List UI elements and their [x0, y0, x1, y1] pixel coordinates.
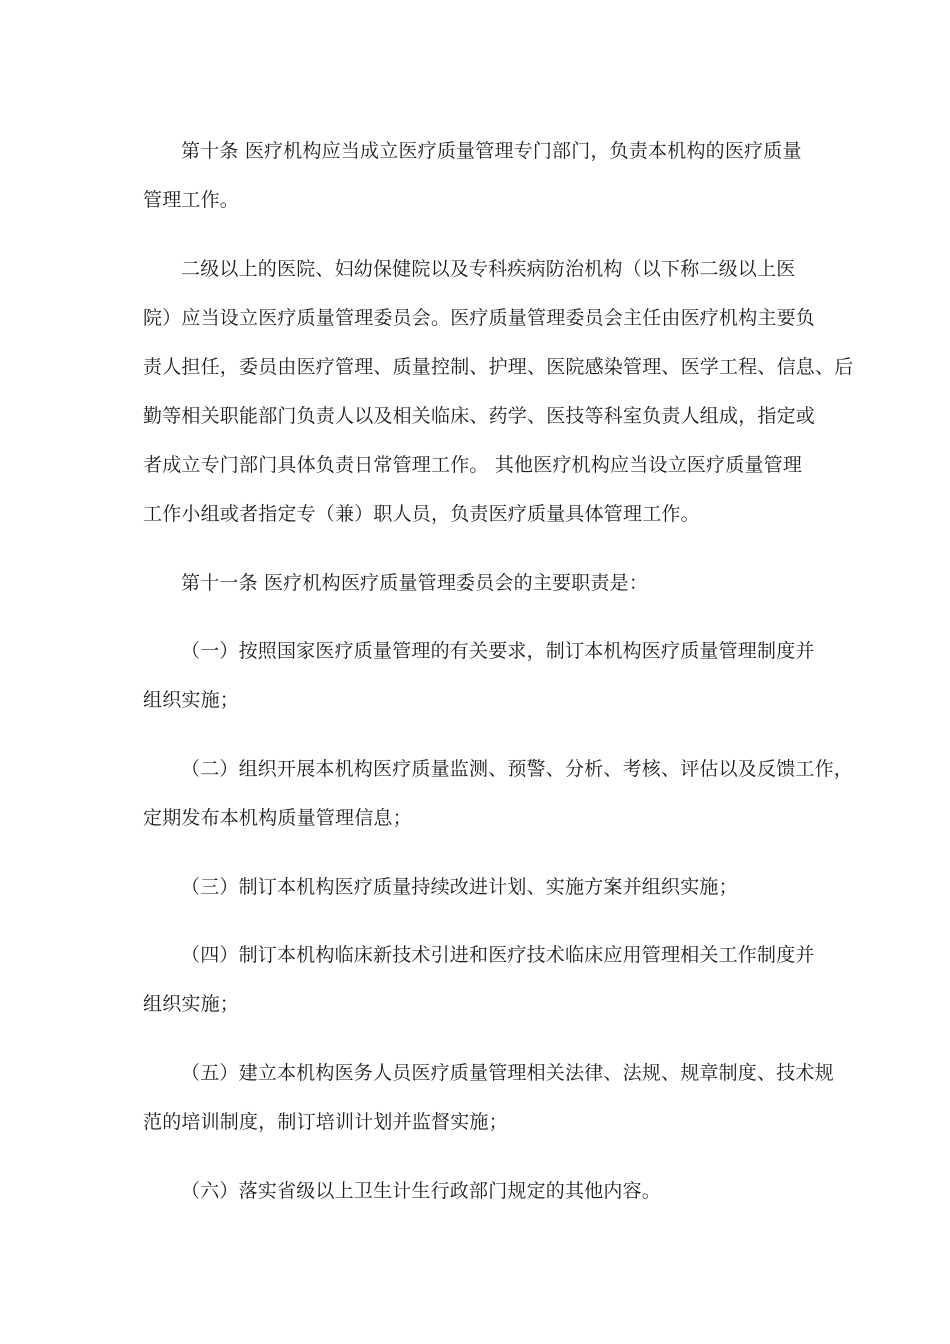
article-11-heading: 第十一条 医疗机构医疗质量管理委员会的主要职责是： [181, 572, 649, 594]
paragraph-hospitals-line-5: 者成立专门部门具体负责日常管理工作。 其他医疗机构应当设立医疗质量管理 [143, 454, 803, 476]
item-1-line-1: （一）按照国家医疗质量管理的有关要求，制订本机构医疗质量管理制度并 [181, 640, 815, 662]
item-5-line-2: 范的培训制度，制订培训计划并监督实施； [143, 1111, 508, 1133]
paragraph-hospitals-line-3: 责人担任，委员由医疗管理、质量控制、护理、医院感染管理、医学工程、信息、后 [143, 356, 854, 378]
item-2-line-2: 定期发布本机构质量管理信息； [143, 807, 412, 829]
paragraph-hospitals-line-1: 二级以上的医院、妇幼保健院以及专科疾病防治机构（以下称二级以上医 [181, 258, 796, 280]
item-6-line-1: （六）落实省级以上卫生计生行政部门规定的其他内容。 [181, 1180, 662, 1202]
item-2-line-1: （二）组织开展本机构医疗质量监测、预警、分析、考核、评估以及反馈工作， [181, 758, 854, 780]
paragraph-hospitals-line-6: 工作小组或者指定专（兼）职人员，负责医疗质量具体管理工作。 [143, 503, 700, 525]
item-4-line-2: 组织实施； [143, 993, 240, 1015]
article-10-line-2: 管理工作。 [143, 189, 240, 211]
item-5-line-1: （五）建立本机构医务人员医疗质量管理相关法律、法规、规章制度、技术规 [181, 1062, 834, 1084]
item-3-line-1: （三）制订本机构医疗质量持续改进计划、实施方案并组织实施； [181, 876, 738, 898]
item-1-line-2: 组织实施； [143, 689, 240, 711]
item-4-line-1: （四）制订本机构临床新技术引进和医疗技术临床应用管理相关工作制度并 [181, 944, 815, 966]
paragraph-hospitals-line-2: 院）应当设立医疗质量管理委员会。医疗质量管理委员会主任由医疗机构主要负 [143, 307, 816, 329]
paragraph-hospitals-line-4: 勤等相关职能部门负责人以及相关临床、药学、医技等科室负责人组成，指定或 [143, 405, 816, 427]
article-10-line-1: 第十条 医疗机构应当成立医疗质量管理专门部门，负责本机构的医疗质量 [181, 140, 802, 162]
